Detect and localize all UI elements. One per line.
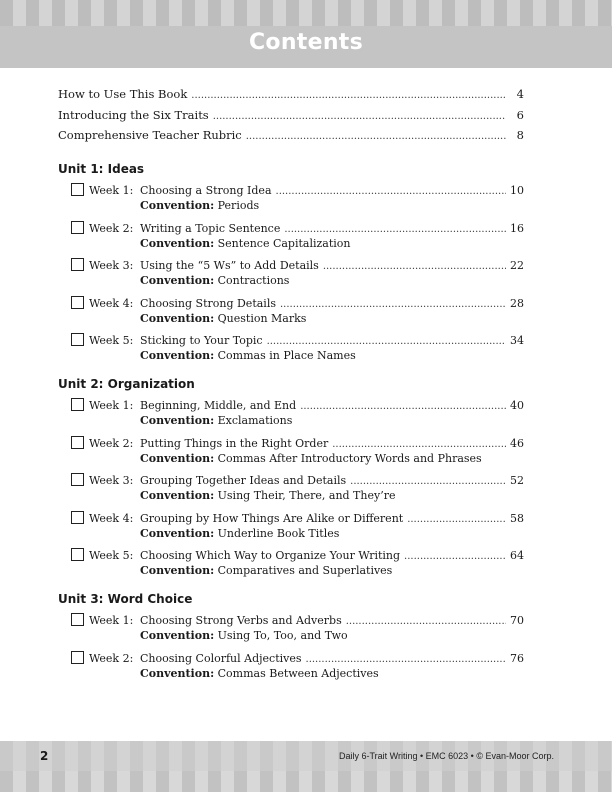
week-page: 28 (510, 296, 524, 310)
week-page: 70 (510, 614, 524, 627)
toc-entry-label: Comprehensive Teacher Rubric (58, 128, 242, 142)
convention-label: Convention: (140, 236, 215, 250)
unit-section (58, 160, 524, 370)
week-entry (58, 612, 524, 650)
week-label: Week 4: (89, 296, 134, 310)
dot-leader (404, 551, 506, 562)
week-entry (58, 397, 524, 435)
toc-entry[interactable] (58, 128, 524, 149)
convention-line (140, 349, 356, 362)
toc-entry-page: 6 (516, 107, 524, 122)
convention-label: Convention: (140, 274, 215, 287)
convention-label: Convention: (140, 526, 215, 540)
convention-line (140, 564, 392, 577)
week-title: Putting Things in the Right Order (140, 436, 329, 450)
convention-line (140, 629, 348, 642)
week-title: Grouping by How Things Are Alike or Different (140, 511, 404, 525)
week-page: 16 (510, 221, 524, 235)
week-title-line[interactable] (140, 297, 524, 310)
week-page: 22 (510, 259, 524, 272)
week-title: Choosing Which Way to Organize Your Writing (140, 549, 401, 562)
week-title-line[interactable] (140, 474, 524, 487)
checkbox[interactable] (71, 258, 84, 271)
convention-label: Convention: (140, 489, 215, 502)
week-label: Week 3: (89, 259, 134, 272)
convention-text: Question Marks (217, 311, 307, 325)
week-title: Using the “5 Ws” to Add Details (140, 259, 319, 272)
convention-line (140, 489, 395, 502)
convention-text: Periods (217, 199, 260, 212)
convention-label: Convention: (140, 414, 215, 427)
dot-leader (276, 186, 506, 197)
convention-line (140, 414, 292, 427)
week-entry (58, 220, 524, 258)
checkbox[interactable] (71, 548, 84, 561)
checkbox[interactable] (71, 613, 84, 626)
week-title: Sticking to Your Topic (140, 334, 263, 347)
toc-entry[interactable] (58, 87, 524, 108)
convention-label: Convention: (140, 349, 215, 362)
week-entry (58, 510, 524, 548)
week-entry (58, 332, 524, 370)
week-label: Week 3: (89, 474, 134, 487)
week-page: 64 (510, 549, 524, 562)
week-label: Week 2: (89, 436, 134, 450)
week-entry (58, 182, 524, 220)
week-title: Choosing Strong Verbs and Adverbs (140, 614, 342, 627)
convention-line (140, 452, 482, 465)
checkbox[interactable] (71, 398, 84, 411)
week-title-line[interactable] (140, 437, 524, 450)
dot-leader (300, 401, 506, 412)
convention-text: Comparatives and Superlatives (217, 564, 393, 577)
week-label: Week 5: (89, 549, 134, 562)
week-page: 46 (510, 436, 524, 450)
week-title-line[interactable] (140, 652, 524, 665)
convention-line (140, 237, 351, 250)
week-entry (58, 295, 524, 333)
week-page: 10 (510, 184, 524, 197)
dot-leader (191, 90, 506, 101)
unit-heading: Unit 1: Ideas (58, 162, 145, 176)
convention-text: Commas After Introductory Words and Phrases (217, 451, 482, 465)
checkbox[interactable] (71, 651, 84, 664)
convention-label: Convention: (140, 311, 215, 325)
dot-leader (323, 261, 506, 272)
toc-entry-page: 8 (516, 128, 524, 142)
week-label: Week 2: (89, 651, 134, 665)
checkbox[interactable] (71, 333, 84, 346)
convention-line (140, 312, 306, 325)
toc-entry-page: 4 (516, 87, 524, 101)
dot-leader (407, 514, 506, 525)
convention-line (140, 199, 259, 212)
convention-text: Underline Book Titles (217, 526, 340, 540)
week-page: 52 (510, 474, 524, 487)
week-label: Week 5: (89, 334, 134, 347)
dot-leader (213, 111, 506, 122)
intro-list (58, 87, 524, 149)
convention-line (140, 527, 339, 540)
checkbox[interactable] (71, 183, 84, 196)
week-entry (58, 650, 524, 688)
convention-text: Commas Between Adjectives (217, 666, 379, 680)
checkbox[interactable] (71, 296, 84, 309)
convention-label: Convention: (140, 629, 215, 642)
week-label: Week 1: (89, 184, 134, 197)
week-title-line[interactable] (140, 512, 524, 525)
dot-leader (246, 131, 506, 142)
week-title: Writing a Topic Sentence (140, 221, 281, 235)
week-title-line[interactable] (140, 184, 524, 197)
dot-leader (284, 224, 506, 235)
convention-line (140, 274, 289, 287)
unit-heading: Unit 2: Organization (58, 377, 195, 391)
footer-credit: Daily 6-Trait Writing • EMC 6023 • © Evan-Moor Corp. (339, 751, 554, 761)
week-title-line[interactable] (140, 614, 524, 627)
convention-text: Contractions (217, 274, 290, 287)
week-title: Choosing Colorful Adjectives (140, 651, 302, 665)
week-entry (58, 257, 524, 295)
checkbox[interactable] (71, 221, 84, 234)
unit-section (58, 590, 524, 687)
convention-label: Convention: (140, 666, 215, 680)
week-title: Choosing a Strong Idea (140, 184, 272, 197)
week-entry (58, 547, 524, 585)
unit-heading: Unit 3: Word Choice (58, 592, 193, 606)
week-entry (58, 472, 524, 510)
convention-label: Convention: (140, 564, 215, 577)
week-title-line[interactable] (140, 334, 524, 347)
convention-line (140, 667, 379, 680)
week-label: Week 2: (89, 221, 134, 235)
convention-label: Convention: (140, 199, 215, 212)
week-page: 76 (510, 651, 524, 665)
dot-leader (350, 476, 506, 487)
dot-leader (332, 439, 506, 450)
dot-leader (306, 654, 506, 665)
convention-text: Exclamations (217, 414, 293, 427)
checkbox[interactable] (71, 511, 84, 524)
dot-leader (280, 299, 506, 310)
toc-entry-label: Introducing the Six Traits (58, 107, 209, 122)
week-title-line[interactable] (140, 399, 524, 412)
week-entry (58, 435, 524, 473)
convention-text: Commas in Place Names (217, 349, 356, 362)
checkbox[interactable] (71, 436, 84, 449)
convention-label: Convention: (140, 451, 215, 465)
week-label: Week 1: (89, 614, 134, 627)
week-page: 58 (510, 511, 524, 525)
dot-leader (346, 616, 506, 627)
week-title: Beginning, Middle, and End (140, 399, 297, 412)
checkbox[interactable] (71, 473, 84, 486)
convention-text: Sentence Capitalization (217, 236, 351, 250)
page-number: 2 (40, 749, 49, 763)
convention-text: Using Their, There, and They’re (217, 489, 396, 502)
week-title-line[interactable] (140, 222, 524, 235)
dot-leader (267, 336, 506, 347)
week-page: 40 (510, 399, 524, 412)
week-title: Grouping Together Ideas and Details (140, 474, 347, 487)
toc-entry-label: How to Use This Book (58, 87, 188, 101)
convention-text: Using To, Too, and Two (217, 629, 348, 642)
week-title: Choosing Strong Details (140, 296, 276, 310)
week-title-line[interactable] (140, 549, 524, 562)
week-title-line[interactable] (140, 259, 524, 272)
toc-entry[interactable] (58, 108, 524, 129)
week-page: 34 (510, 334, 524, 347)
week-label: Week 1: (89, 399, 134, 412)
week-label: Week 4: (89, 511, 134, 525)
page-title: Contents (248, 30, 364, 55)
unit-section (58, 375, 524, 585)
